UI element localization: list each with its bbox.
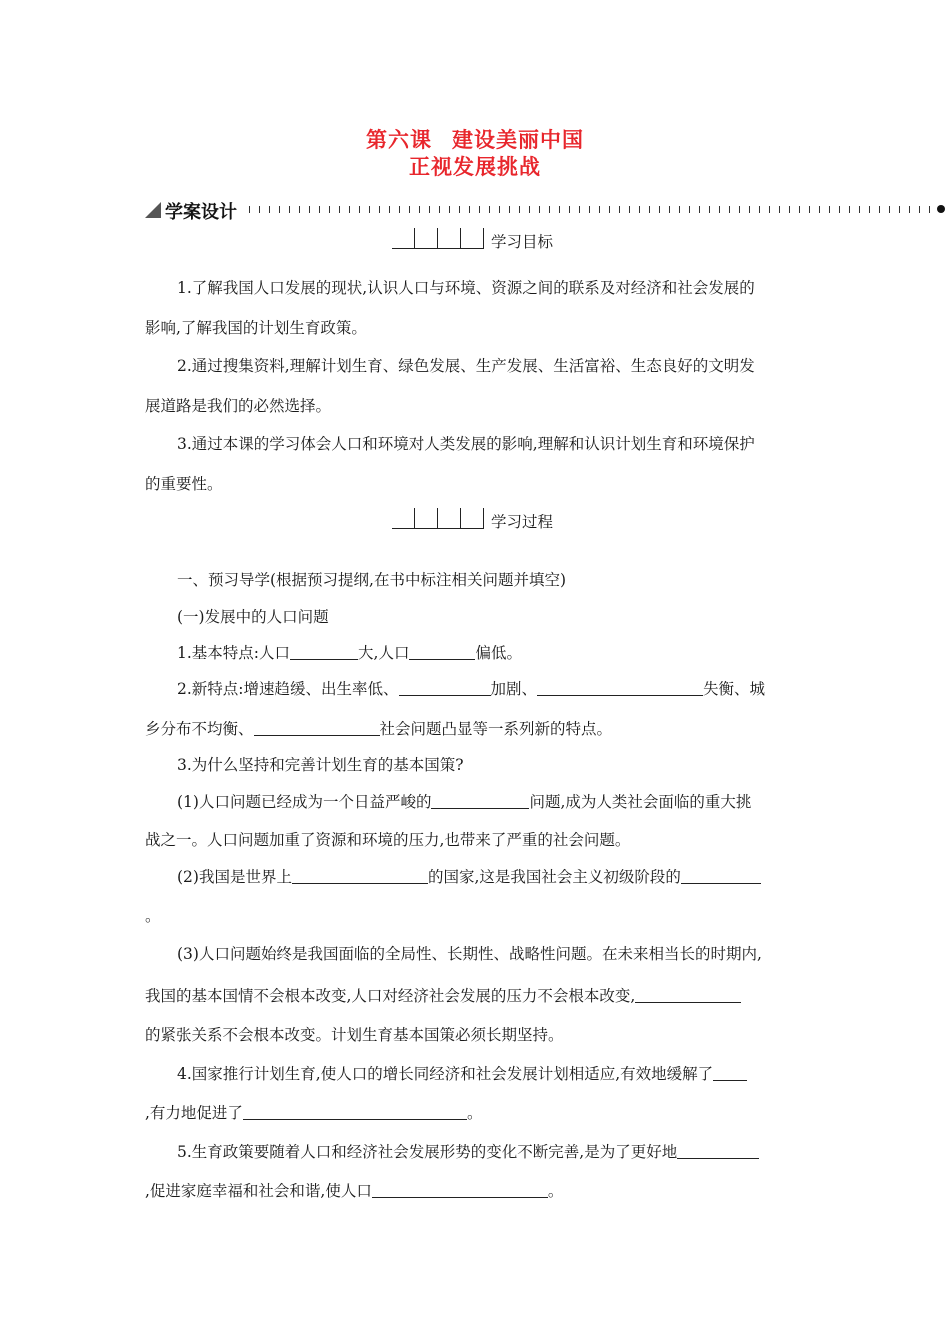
fill-blank[interactable] [431, 793, 529, 809]
fill-blank[interactable] [254, 720, 380, 736]
fill-blank[interactable] [537, 680, 703, 696]
goal-1-line-2: 影响,了解我国的计划生育政策。 [145, 319, 367, 337]
question-2-line-2: 乡分布不均衡、 社会问题凸显等一系列新的特点。 [145, 720, 613, 738]
heading-boxes [392, 508, 484, 529]
question-3-1-line-2: 战之一。人口问题加重了资源和环境的压力,也带来了严重的社会问题。 [145, 831, 631, 849]
question-3-2-line-1: (2)我国是世界上 的国家,这是我国社会主义初级阶段的 [177, 867, 761, 887]
question-2-line-1: 2.新特点:增速趋缓、出生率低、 加剧、 失衡、城 [177, 680, 766, 698]
question-5-line-1: 5.生育政策要随着人口和经济社会发展形势的变化不断完善,是为了更好地 [177, 1142, 759, 1162]
question-3-2-line-2: 。 [145, 907, 161, 925]
fill-blank[interactable] [290, 644, 358, 660]
question-3-3-line-3: 的紧张关系不会根本改变。计划生育基本国策必须长期坚持。 [145, 1026, 564, 1044]
fill-blank[interactable] [713, 1065, 747, 1081]
question-1: 1.基本特点:人口 大,人口 偏低。 [177, 644, 522, 662]
section-heading-label: 学习目标 [491, 233, 554, 251]
goal-1-line-1: 1.了解我国人口发展的现状,认识人口与环境、资源之间的联系及对经济和社会发展的 [177, 279, 755, 297]
question-4-line-2: ,有力地促进了 。 [145, 1104, 483, 1122]
lesson-number: 第六课 [366, 128, 432, 152]
dotted-rule [249, 206, 937, 213]
fill-blank[interactable] [681, 868, 761, 884]
fill-blank[interactable] [292, 868, 428, 884]
question-4-line-1: 4.国家推行计划生育,使人口的增长同经济和社会发展计划相适应,有效地缓解了 [177, 1064, 747, 1084]
fill-blank[interactable] [372, 1182, 548, 1198]
section-heading-label: 学习过程 [491, 513, 554, 531]
goal-3-line-2: 的重要性。 [145, 475, 223, 493]
fill-blank[interactable] [677, 1143, 759, 1159]
triangle-icon [145, 202, 161, 218]
lesson-topic: 建设美丽中国 [452, 128, 584, 152]
fill-blank[interactable] [243, 1104, 467, 1120]
question-3-1-line-1: (1)人口问题已经成为一个日益严峻的 问题,成为人类社会面临的重大挑 [177, 793, 752, 811]
section-banner [145, 198, 945, 222]
banner-label: 学案设计 [165, 202, 237, 223]
question-5-line-2: ,促进家庭幸福和社会和谐,使人口 。 [145, 1182, 564, 1200]
goal-2-line-1: 2.通过搜集资料,理解计划生育、绿色发展、生产发展、生活富裕、生态良好的文明发 [177, 357, 755, 375]
preview-intro: 一、预习导学(根据预习提纲,在书中标注相关问题并填空) [177, 571, 567, 589]
fill-blank[interactable] [399, 680, 491, 696]
goal-3-line-1: 3.通过本课的学习体会人口和环境对人类发展的影响,理解和认识计划生育和环境保护 [177, 435, 755, 453]
goal-2-line-2: 展道路是我们的必然选择。 [145, 397, 332, 415]
lesson-subtitle: 正视发展挑战 [409, 155, 541, 179]
question-3-3-line-2: 我国的基本国情不会根本改变,人口对经济社会发展的压力不会根本改变, [145, 986, 741, 1006]
bullet-dot-icon [937, 205, 945, 213]
question-3: 3.为什么坚持和完善计划生育的基本国策? [177, 756, 464, 774]
heading-boxes [392, 228, 484, 249]
lesson-title [0, 124, 950, 154]
fill-blank[interactable] [409, 644, 475, 660]
fill-blank[interactable] [635, 987, 741, 1003]
subsection-title: (一)发展中的人口问题 [177, 608, 329, 626]
question-3-3-line-1: (3)人口问题始终是我国面临的全局性、长期性、战略性问题。在未来相当长的时期内, [177, 945, 762, 963]
